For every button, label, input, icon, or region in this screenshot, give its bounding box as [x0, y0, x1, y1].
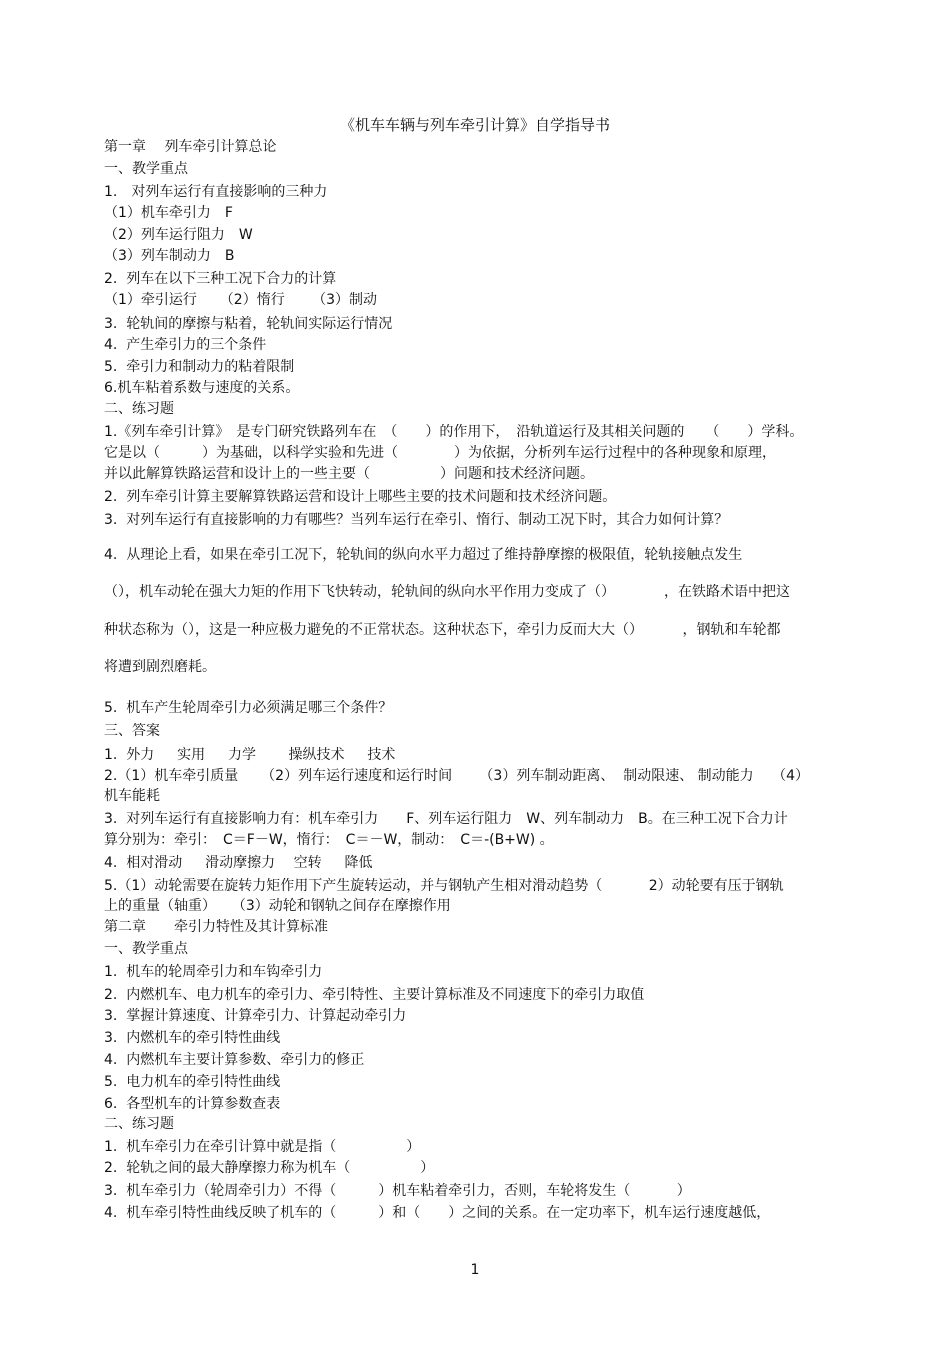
- text-line: 4. 产生牵引力的三个条件: [104, 337, 267, 353]
- text-line: 6. 各型机车的计算参数查表: [104, 1096, 281, 1112]
- text-line: （3）列车制动力 B: [104, 248, 235, 264]
- text-line: 2. 列车牵引计算主要解算铁路运营和设计上哪些主要的技术问题和技术经济问题。: [104, 489, 617, 505]
- text-line: 种状态称为（），这是一种应极力避免的不正常状态。这种状态下，牵引力反而大大（） ，钢轨和车轮都: [104, 622, 781, 638]
- text-line: 1. 对列车运行有直接影响的三种力: [104, 184, 328, 200]
- section-heading: 三、答案: [104, 723, 160, 739]
- doc-title: 《机车车辆与列车牵引计算》自学指导书: [339, 116, 610, 134]
- answer-line: 上的重量（轴重） （3）动轮和钢轨之间存在摩擦作用: [104, 898, 451, 914]
- answer-line: 2.（1）机车牵引质量 （2）列车运行速度和运行时间 （3）列车制动距离、 制动限速、 制动能力 （4）: [104, 768, 810, 784]
- answer-line: 5.（1）动轮需要在旋转力矩作用下产生旋转运动，并与钢轨产生相对滑动趋势（ 2）动轮要有压于钢轨: [104, 878, 784, 894]
- section-heading: 一、教学重点: [104, 161, 188, 177]
- text-line: 1.《列车牵引计算》 是专门研究铁路列车在 （ ）的作用下， 沿轨道运行及其相关问题的 （ ）学科。: [104, 424, 804, 440]
- section-heading: 二、练习题: [104, 1116, 174, 1132]
- text-line: （2）列车运行阻力 W: [104, 227, 253, 243]
- text-line: 2. 轮轨之间的最大静摩擦力称为机车（ ）: [104, 1160, 435, 1176]
- text-line: 并以此解算铁路运营和设计上的一些主要（ ）问题和技术经济问题。: [104, 466, 594, 482]
- page-number: 1: [470, 1262, 480, 1278]
- answer-line: 4. 相对滑动 滑动摩擦力 空转 降低: [104, 855, 373, 871]
- text-line: 它是以（ ）为基础，以科学实验和先进（ ）为依据，分析列车运行过程中的各种现象和原理，: [104, 445, 776, 461]
- text-line: 将遭到剧烈磨耗。: [104, 659, 216, 675]
- text-line: 4. 从理论上看，如果在牵引工况下，轮轨间的纵向水平力超过了维持静摩擦的极限值，轮轨接触点发生: [104, 547, 743, 563]
- section-heading: 一、教学重点: [104, 941, 188, 957]
- text-line: 4. 机车牵引特性曲线反映了机车的（ ）和（ ）之间的关系。在一定功率下，机车运行速度越低，: [104, 1205, 771, 1221]
- text-line: 5. 电力机车的牵引特性曲线: [104, 1074, 281, 1090]
- text-line: （1）牵引运行 （2）惰行 （3）制动: [104, 292, 377, 308]
- answer-line: 1. 外力 实用 力学 操纵技术 技术: [104, 747, 396, 763]
- answer-line: 机车能耗: [104, 788, 160, 804]
- chapter-2-heading: 第二章 牵引力特性及其计算标准: [104, 919, 328, 935]
- text-line: 5. 牵引力和制动力的粘着限制: [104, 359, 295, 375]
- text-line: 1. 机车的轮周牵引力和车钩牵引力: [104, 964, 323, 980]
- text-line: （），机车动轮在强大力矩的作用下飞快转动，轮轨间的纵向水平作用力变成了（） ，在铁路术语中把这: [104, 584, 790, 600]
- text-line: 5. 机车产生轮周牵引力必须满足哪三个条件？: [104, 700, 393, 716]
- text-line: 4. 内燃机车主要计算参数、牵引力的修正: [104, 1052, 365, 1068]
- section-heading: 二、练习题: [104, 401, 174, 417]
- text-line: 3. 对列车运行有直接影响的力有哪些？当列车运行在牵引、惰行、制动工况下时，其合力如何计算？: [104, 512, 729, 528]
- text-line: 6.机车粘着系数与速度的关系。: [104, 380, 300, 396]
- answer-line: 3. 对列车运行有直接影响力有：机车牵引力 F、列车运行阻力 W、列车制动力 B。在三种工况下合力计: [104, 811, 788, 827]
- text-line: （1）机车牵引力 F: [104, 205, 233, 221]
- text-line: 2. 列车在以下三种工况下合力的计算: [104, 271, 337, 287]
- answer-line: 算分别为：牵引： C＝F－W，惰行： C＝－W，制动： C＝-(B+W) 。: [104, 832, 554, 848]
- text-line: 3. 内燃机车的牵引特性曲线: [104, 1030, 281, 1046]
- chapter-1-heading: 第一章 列车牵引计算总论: [104, 139, 277, 155]
- text-line: 1. 机车牵引力在牵引计算中就是指（ ）: [104, 1139, 421, 1155]
- text-line: 3. 轮轨间的摩擦与粘着，轮轨间实际运行情况: [104, 316, 393, 332]
- text-line: 2. 内燃机车、电力机车的牵引力、牵引特性、主要计算标准及不同速度下的牵引力取值: [104, 987, 645, 1003]
- text-line: 3. 掌握计算速度、计算牵引力、计算起动牵引力: [104, 1008, 407, 1024]
- text-line: 3. 机车牵引力（轮周牵引力）不得（ ）机车粘着牵引力，否则，车轮将发生（ ）: [104, 1183, 691, 1199]
